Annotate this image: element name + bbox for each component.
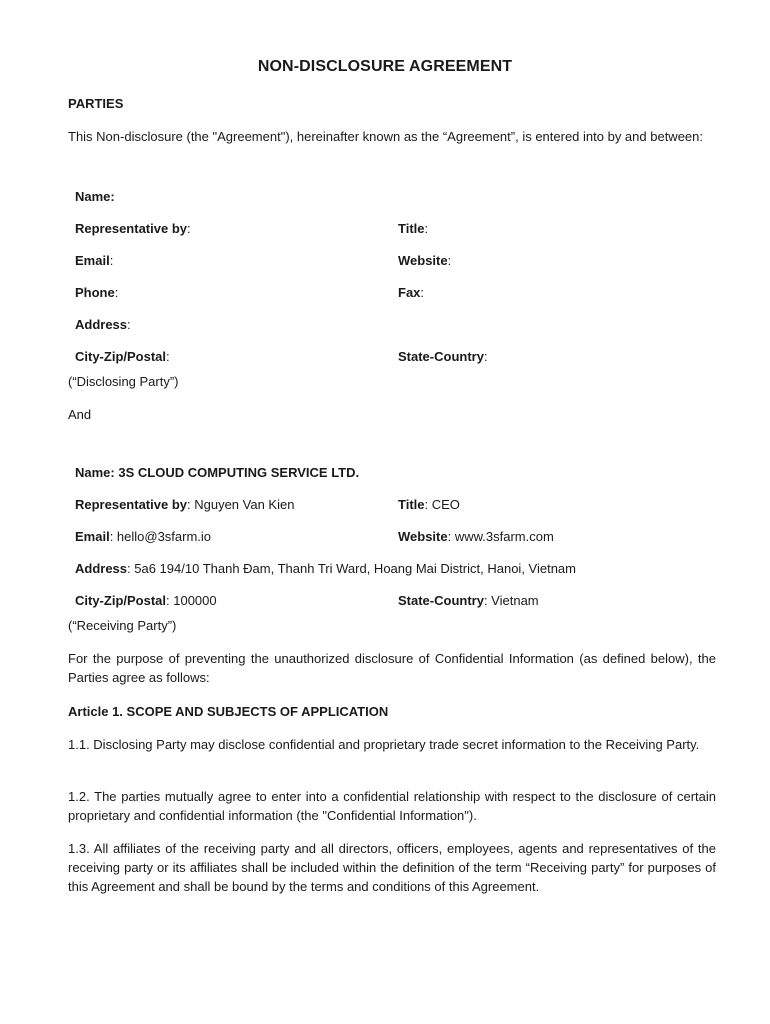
receiving-city-value: : 100000	[166, 593, 217, 608]
disclosing-email	[75, 251, 113, 270]
disclosing-party-caption: (“Disclosing Party”)	[68, 374, 179, 389]
colon: :	[483, 349, 488, 364]
disclosing-phone-label: Phone	[75, 285, 115, 300]
receiving-website-value: : www.3sfarm.com	[447, 529, 554, 544]
receiving-title	[398, 495, 460, 514]
receiving-representative	[75, 495, 294, 514]
clause-1-1: 1.1. Disclosing Party may disclose confidential and proprietary trade secret information to the Receiving Party.	[68, 737, 700, 752]
receiving-city	[75, 591, 217, 610]
receiving-rep-value: : Nguyen Van Kien	[187, 497, 295, 512]
disclosing-website	[398, 251, 451, 270]
colon: :	[166, 349, 170, 364]
receiving-address-label: Address	[75, 561, 128, 576]
receiving-title-value: : CEO	[424, 497, 460, 512]
clause-1-2: 1.2. The parties mutually agree to enter into a confidential relationship with respect to the disclosure of certain proprietary and confidential information (the "Confidential Information").	[68, 789, 716, 823]
receiving-name-label: Name:	[75, 465, 119, 480]
disclosing-name-label: Name:	[75, 189, 115, 204]
receiving-email-value: : hello@3sfarm.io	[109, 529, 212, 544]
purpose-paragraph: For the purpose of preventing the unauthorized disclosure of Confidential Information (as defined below), the Parties agree as follows:	[68, 651, 716, 685]
disclosing-fax-label: Fax	[398, 285, 421, 300]
receiving-address	[75, 559, 576, 578]
colon: :	[114, 285, 119, 300]
disclosing-title	[398, 219, 428, 238]
receiving-state-label: State-Country	[398, 593, 484, 608]
disclosing-phone	[75, 283, 118, 302]
disclosing-title-label: Title	[398, 221, 425, 236]
receiving-rep-label: Representative by	[75, 497, 187, 512]
disclosing-address	[75, 315, 131, 334]
receiving-address-value: : 5a6 194/10 Thanh Đam, Thanh Tri Ward, Hoang Mai District, Hanoi, Vietnam	[127, 561, 576, 576]
receiving-party-caption: (“Receiving Party”)	[68, 618, 177, 633]
receiving-name	[75, 463, 359, 482]
colon: :	[127, 317, 131, 332]
receiving-email	[75, 527, 211, 546]
receiving-name-value: 3S CLOUD COMPUTING SERVICE LTD.	[118, 465, 360, 480]
receiving-website	[398, 527, 554, 546]
intro-paragraph: This Non-disclosure (the "Agreement"), hereinafter known as the “Agreement”, is entered into by and between:	[68, 129, 704, 144]
disclosing-email-label: Email	[75, 253, 110, 268]
receiving-state	[398, 591, 539, 610]
colon: :	[420, 285, 425, 300]
colon: :	[447, 253, 452, 268]
receiving-city-label: City-Zip/Postal	[75, 593, 167, 608]
receiving-email-label: Email	[75, 529, 110, 544]
and-text: And	[68, 407, 92, 422]
disclosing-fax	[398, 283, 424, 302]
clause-1-3: 1.3. All affiliates of the receiving party and all directors, officers, employees, agents and representatives of the receiving party or its affiliates shall be included within the definition of the term “Receiving party” for purposes of this Agreement and shall be bound by the terms and conditions of this Agreement.	[68, 841, 716, 894]
colon: :	[187, 221, 191, 236]
disclosing-rep-label: Representative by	[75, 221, 187, 236]
receiving-state-value: : Vietnam	[483, 593, 539, 608]
receiving-title-label: Title	[398, 497, 425, 512]
receiving-website-label: Website	[398, 529, 448, 544]
parties-heading: PARTIES	[68, 96, 124, 111]
disclosing-city	[75, 347, 170, 366]
article-1-heading: Article 1. SCOPE AND SUBJECTS OF APPLICATION	[68, 704, 389, 719]
disclosing-address-label: Address	[75, 317, 128, 332]
disclosing-representative	[75, 219, 191, 238]
colon: :	[109, 253, 114, 268]
disclosing-state-label: State-Country	[398, 349, 484, 364]
colon: :	[424, 221, 429, 236]
disclosing-city-label: City-Zip/Postal	[75, 349, 167, 364]
disclosing-state	[398, 347, 488, 366]
document-title: NON-DISCLOSURE AGREEMENT	[257, 58, 513, 75]
disclosing-website-label: Website	[398, 253, 448, 268]
